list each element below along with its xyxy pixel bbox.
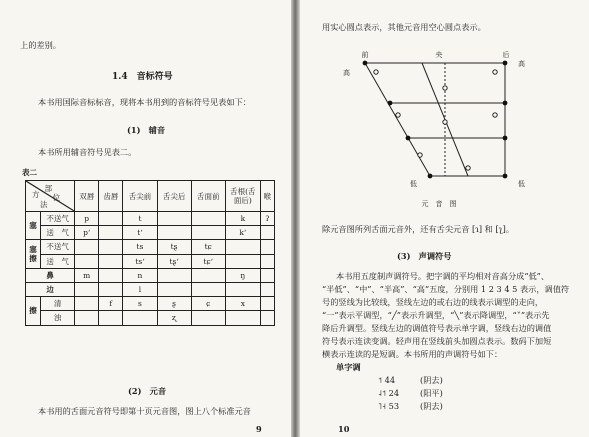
- table-cell: tʂʻ: [157, 254, 191, 268]
- cat-affricate: 塞擦: [26, 240, 41, 268]
- sub-unaspirated: 不送气: [41, 240, 75, 254]
- table-cell: [99, 240, 123, 254]
- tone-list-label: 单字调: [336, 362, 361, 372]
- table-cell: x: [225, 297, 260, 311]
- table-cell: [191, 311, 225, 325]
- chart-label-high-left: 高: [343, 69, 350, 77]
- chart-label-back: 后: [502, 51, 510, 59]
- header-bilabial: 双唇: [75, 181, 99, 212]
- table-cell: [99, 254, 123, 268]
- table-cell: kʻ: [225, 226, 260, 240]
- cat-lateral: 边: [26, 282, 75, 296]
- table-cell: f: [99, 297, 123, 311]
- table-cell: n: [123, 268, 157, 282]
- table-cell: [75, 297, 99, 311]
- tone-para-line: 本书用五度制声调符号。把字调的平均相对音高分成“低”、: [336, 271, 550, 281]
- table-cell: [191, 268, 225, 282]
- table-cell: [99, 226, 123, 240]
- section-heading: 1.4 音标符号: [112, 72, 173, 82]
- table-cell: [225, 282, 260, 296]
- corner-label-place-1: 部: [44, 184, 53, 193]
- tone-name: (阳平): [420, 388, 443, 398]
- table-cell: k: [225, 212, 260, 226]
- chart-label-low-right: 低: [518, 180, 525, 188]
- table-cell: [75, 282, 99, 296]
- header-apical-front: 舌尖前: [123, 181, 157, 212]
- header-apical-back: 舌尖后: [157, 181, 191, 212]
- sub-unaspirated: 不送气: [41, 212, 75, 226]
- table-header-row: [26, 181, 275, 212]
- sub-aspirated: 送 气: [41, 254, 75, 268]
- table-caption: 表二: [22, 168, 37, 177]
- table-cell: pʻ: [75, 226, 99, 240]
- table-cell: [123, 311, 157, 325]
- tone-mark: ˨˦ 24: [378, 388, 400, 398]
- tone-para-line: 横表示连读的是短调。本书所用的声调符号如下：: [322, 349, 503, 359]
- chart-label-central: 央: [435, 51, 443, 59]
- tone-name: (阴去): [420, 401, 443, 411]
- table-cell: ts: [123, 240, 157, 254]
- table-row-stop-asp: [26, 226, 275, 240]
- tone-mark: ˥˧ 53: [378, 401, 400, 411]
- table-cell: [260, 240, 274, 254]
- tone-heading: (3) 声调符号: [397, 251, 452, 261]
- consonant-table: [25, 180, 275, 326]
- sub-aspirated: 送 气: [41, 226, 75, 240]
- cat-stop: 塞: [26, 212, 41, 240]
- right-page: [300, 0, 589, 437]
- page-number-left: 9: [256, 424, 262, 434]
- table-cell: [225, 240, 260, 254]
- header-labiodental: 齿唇: [99, 181, 123, 212]
- table-cell: [260, 297, 274, 311]
- cat-fricative: 擦: [26, 297, 41, 325]
- tone-name: (阴去): [420, 375, 443, 385]
- table-cell: [75, 311, 99, 325]
- table-row-affricate-asp: [26, 254, 275, 268]
- chart-label-front: 前: [361, 51, 369, 59]
- table-cell: [191, 282, 225, 296]
- sub-voiceless: 清: [41, 297, 75, 311]
- table-cell: [157, 212, 191, 226]
- table-cell: tsʻ: [123, 254, 157, 268]
- table-row-nasal: [26, 268, 275, 282]
- right-top-line: 用实心圆点表示，其他元音用空心圆点表示。: [322, 22, 486, 32]
- left-top-line: 上的差别。: [20, 40, 61, 50]
- table-cell: [260, 282, 274, 296]
- table-row-fricative-voiceless: [26, 297, 275, 311]
- vowel-chart: [300, 0, 589, 220]
- table-cell: s: [123, 297, 157, 311]
- table-cell: [260, 268, 274, 282]
- table-cell: [157, 282, 191, 296]
- book-gutter: [291, 0, 300, 437]
- table-cell: [157, 268, 191, 282]
- tone-para-line: “一”表示平调型，“╱”表示升调型，“╲”表示降调型，“˅”表示先: [322, 310, 550, 320]
- left-page: [0, 0, 291, 437]
- page-number-right: 10: [338, 424, 350, 434]
- table-cell: ɕ: [191, 297, 225, 311]
- table-cell: tɕʻ: [191, 254, 225, 268]
- consonant-heading: (1) 辅音: [127, 125, 166, 135]
- table-cell: [191, 212, 225, 226]
- table-cell: [99, 268, 123, 282]
- vowel-paragraph: 本书用的舌面元音符号即第十页元音图，图上八个标准元音: [38, 406, 251, 416]
- corner-label-place-2: 位: [52, 193, 61, 202]
- table-cell: tʂ: [157, 240, 191, 254]
- table-cell: [260, 226, 274, 240]
- table-cell: t: [123, 212, 157, 226]
- table-cell: p: [75, 212, 99, 226]
- corner-label-manner-2: 法: [40, 200, 48, 209]
- table-cell: [99, 212, 123, 226]
- table-cell: [75, 240, 99, 254]
- tone-para-line: “半低”、“中”、“半高”、“高”五度，分别用 1 2 3 4 5 表示，调值符: [322, 284, 570, 294]
- table-cell: [260, 254, 274, 268]
- chart-label-high-right: 高: [518, 60, 525, 68]
- chart-note: 除元音图所列舌面元音外，还有舌尖元音 [ɿ] 和 [ʅ]。: [322, 224, 515, 234]
- table-cell: [260, 311, 274, 325]
- tone-para-line: 符号表示连读变调。轻声用在竖线前头加圆点表示。数码下加短: [322, 336, 552, 346]
- table-row-fricative-voiced: [26, 311, 275, 325]
- table-cell: ŋ: [225, 268, 260, 282]
- table-cell: [99, 311, 123, 325]
- tone-para-line: 号的竖线为比较线，竖线左边的或右边的线表示调型的走向，: [322, 297, 544, 307]
- table-cell: ʐ: [157, 311, 191, 325]
- table-cell: [225, 254, 260, 268]
- vowel-chart-caption: 元 音 图: [421, 200, 457, 208]
- table-cell: tɕ: [191, 240, 225, 254]
- consonant-note: 本书所用辅音符号见表二。: [38, 147, 137, 157]
- cat-nasal: 鼻: [26, 268, 75, 282]
- table-row-lateral: [26, 282, 275, 296]
- table-row-stop-unasp: [26, 212, 275, 226]
- table-cell: l: [123, 282, 157, 296]
- table-row-affricate-unasp: [26, 240, 275, 254]
- table-cell: tʻ: [123, 226, 157, 240]
- table-cell: ʂ: [157, 297, 191, 311]
- table-cell: [75, 254, 99, 268]
- table-cell: m: [75, 268, 99, 282]
- intro-paragraph: 本书用国际音标标音，现将本书用到的音标符号见表如下：: [38, 97, 251, 107]
- vowel-heading: (2) 元音: [128, 386, 167, 396]
- table-cell: [191, 226, 225, 240]
- table-cell: [225, 311, 260, 325]
- header-velar: 舌根(舌面后): [225, 181, 260, 212]
- chart-label-low-left: 低: [410, 180, 417, 188]
- sub-voiced: 浊: [41, 311, 75, 325]
- table-cell: [157, 226, 191, 240]
- table-cell: [99, 282, 123, 296]
- table-corner-cell: [26, 181, 75, 212]
- tone-mark: ˦ 44: [378, 375, 396, 385]
- header-glottal: 喉: [260, 181, 274, 212]
- corner-label-manner-1: 方: [32, 190, 40, 199]
- table-cell: ʔ: [260, 212, 274, 226]
- tone-para-line: 降后升调型。竖线左边的调值符号表示单字调，竖线右边的调值: [322, 323, 552, 333]
- header-laminal-front: 舌面前: [191, 181, 225, 212]
